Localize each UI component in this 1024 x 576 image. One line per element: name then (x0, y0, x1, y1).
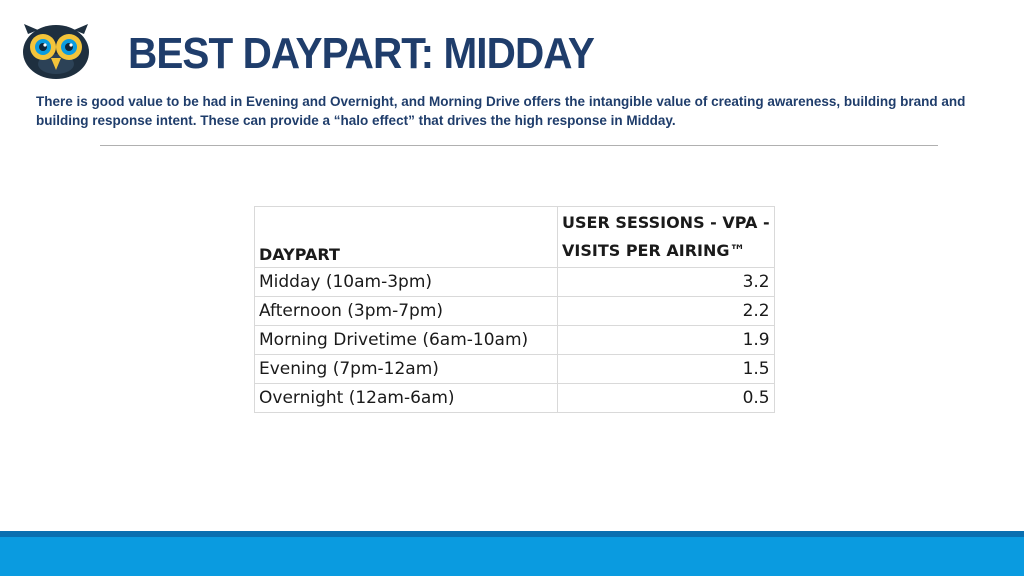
header-vpa-line-1: USER SESSIONS - VPA - (562, 213, 770, 232)
slide-subtitle: There is good value to be had in Evening and Overnight, and Morning Drive offers the intangible value of creating awareness, building brand and building response intent. These can provide a “halo effect” that drives the high response in Midday. (36, 94, 966, 128)
vpa-cell: 0.5 (558, 384, 775, 413)
table-row (255, 297, 775, 326)
header-daypart: DAYPART (255, 207, 558, 268)
slide-title: BEST DAYPART: MIDDAY (128, 29, 594, 78)
vpa-cell: 3.2 (558, 268, 775, 297)
table-row (255, 355, 775, 384)
table-row (255, 268, 775, 297)
vpa-cell: 1.9 (558, 326, 775, 355)
table-header-row (255, 207, 775, 268)
daypart-cell: Overnight (12am-6am) (255, 384, 558, 413)
table-row (255, 326, 775, 355)
divider-line (100, 145, 938, 146)
daypart-cell: Evening (7pm-12am) (255, 355, 558, 384)
vpa-cell: 1.5 (558, 355, 775, 384)
footer-band (0, 537, 1024, 576)
daypart-cell: Midday (10am-3pm) (255, 268, 558, 297)
daypart-cell: Afternoon (3pm-7pm) (255, 297, 558, 326)
owl-logo-icon (20, 20, 92, 80)
header-vpa (558, 207, 775, 268)
daypart-table (254, 206, 775, 413)
daypart-cell: Morning Drivetime (6am-10am) (255, 326, 558, 355)
table-row (255, 384, 775, 413)
header-vpa-line-2: VISITS PER AIRING™ (562, 241, 746, 260)
vpa-cell: 2.2 (558, 297, 775, 326)
